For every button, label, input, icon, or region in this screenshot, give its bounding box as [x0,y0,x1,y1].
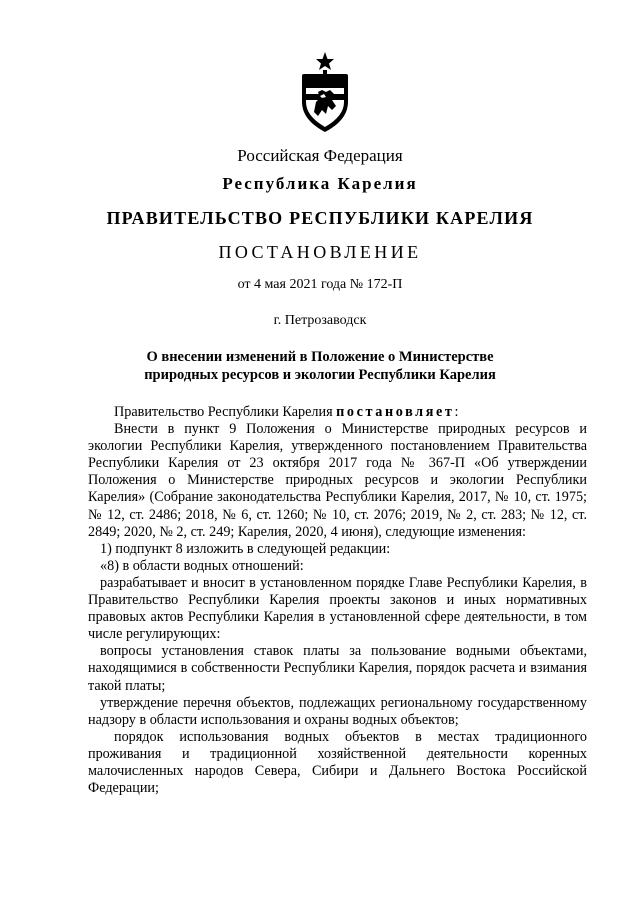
paragraph-develops: разрабатывает и вносит в установленном порядке Главе Республики Карелия, в Правительство Республики Карелия проекты законов и иных нормативных правовых актов Республики Карелия в установленной сфере деятельности, в том числе регулирующих: [88,574,587,643]
paragraph-fees: вопросы установления ставок платы за пользование водными объектами, находящимися в собственности Республики Карелия, порядок расчета и взимания такой платы; [88,643,587,694]
document-type: ПОСТАНОВЛЕНИЕ [218,242,422,262]
paragraph-amendment: Внести в пункт 9 Положения о Министерстве природных ресурсов и экологии Республики Карелия, утвержденного постановлением Правительства Республики Карелия от 23 октября 2017 года № 367-П «Об утверждении Положения о Министерстве природных ресурсов и экологии Республики Карелия» (Собрание законодательства Республики Карелия, 2017, № 10, ст. 1975; № 12, ст. 2486; 2018, № 6, ст. 1260; № 10, ст. 2076; 2019, № 2, ст. 283; № 12, ст. 2849; 2020, № 2, ст. 249; Карелия, 2020, 4 июня), следующие изменения: [88,421,587,540]
document-title [0,348,640,384]
paragraph-supervision-list: утверждение перечня объектов, подлежащих региональному государственному надзору в области использования и охраны водных объектов; [88,694,587,728]
document-title-line-1: О внесении изменений в Положение о Министерстве [146,349,494,365]
intro-suffix: : [454,404,459,420]
paragraph-subitem-1: 1) подпункт 8 изложить в следующей редакции: [100,540,391,557]
karelia-coat-of-arms-emblem [296,50,354,134]
document-title-line-2: природных ресурсов и экологии Республики Карелия [144,367,496,383]
document-body [88,404,587,797]
country-name: Российская Федерация [237,146,403,165]
document-date-number: от 4 мая 2021 года № 172-П [237,277,403,292]
document-city: г. Петрозаводск [273,313,367,328]
government-name: ПРАВИТЕЛЬСТВО РЕСПУБЛИКИ КАРЕЛИЯ [106,208,534,228]
intro-paragraph [88,404,587,421]
paragraph-indigenous-use: порядок использования водных объектов в местах традиционного проживания и традиционной хозяйственной деятельности коренных малочисленных народов Севера, Сибири и Дальнего Востока Российской Федерации; [88,728,587,797]
paragraph-subitem-8: «8) в области водных отношений: [100,557,304,574]
intro-decree-word: постановляет [336,404,455,420]
intro-prefix: Правительство Республики Карелия [114,404,337,420]
republic-name: Республика Карелия [222,174,418,193]
